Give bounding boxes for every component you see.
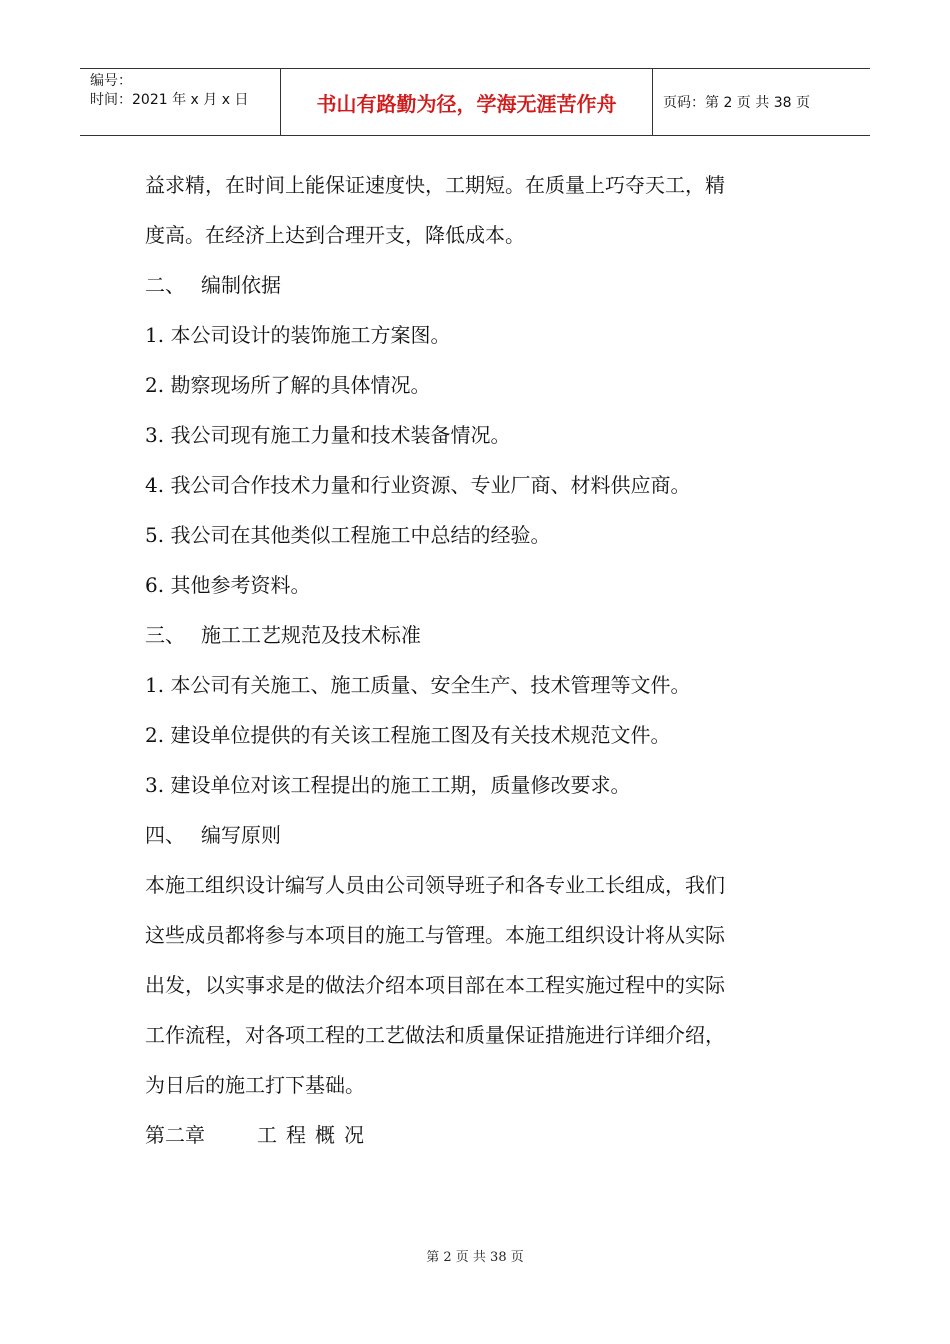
section-heading-3 [145, 610, 810, 660]
list-item: 2. 建设单位提供的有关该工程施工图及有关技术规范文件。 [145, 723, 671, 747]
paragraph-line: 益求精，在时间上能保证速度快，工期短。在质量上巧夺天工，精 [145, 173, 725, 197]
header-meta-cell [80, 69, 281, 135]
chapter-title: 工程概况 [257, 1123, 373, 1147]
chapter-number: 第二章 [145, 1123, 205, 1147]
list-item: 3. 我公司现有施工力量和技术装备情况。 [145, 423, 511, 447]
paragraph-line: 这些成员都将参与本项目的施工与管理。本施工组织设计将从实际 [145, 923, 725, 947]
section-title: 施工工艺规范及技术标准 [201, 623, 421, 647]
paragraph-line: 为日后的施工打下基础。 [145, 1073, 365, 1097]
header-number-label: 编号： [90, 73, 132, 89]
header-motto: 书山有路勤为径，学海无涯苦作舟 [281, 69, 653, 135]
page-footer: 第 2 页 共 38 页 [426, 1250, 524, 1265]
section-number: 四、 [145, 823, 185, 847]
list-item: 6. 其他参考资料。 [145, 573, 311, 597]
paragraph-line: 度高。在经济上达到合理开支，降低成本。 [145, 223, 525, 247]
section-heading-4 [145, 810, 810, 860]
list-item: 1. 本公司设计的装饰施工方案图。 [145, 323, 451, 347]
header-page-info: 页码：第 2 页 共 38 页 [663, 95, 810, 111]
list-item: 1. 本公司有关施工、施工质量、安全生产、技术管理等文件。 [145, 673, 691, 697]
section-number: 二、 [145, 273, 185, 297]
document-header [80, 68, 870, 136]
list-item: 5. 我公司在其他类似工程施工中总结的经验。 [145, 523, 551, 547]
section-number: 三、 [145, 623, 185, 647]
section-title: 编写原则 [201, 823, 281, 847]
section-heading-2 [145, 260, 810, 310]
list-item: 2. 勘察现场所了解的具体情况。 [145, 373, 431, 397]
document-body [145, 160, 810, 1160]
section-title: 编制依据 [201, 273, 281, 297]
header-time-label: 时间：2021 年 x 月 x 日 [90, 92, 249, 108]
list-item: 3. 建设单位对该工程提出的施工工期，质量修改要求。 [145, 773, 631, 797]
paragraph-line: 出发，以实事求是的做法介绍本项目部在本工程实施过程中的实际 [145, 973, 725, 997]
list-item: 4. 我公司合作技术力量和行业资源、专业厂商、材料供应商。 [145, 473, 691, 497]
chapter-heading [145, 1110, 810, 1160]
paragraph-line: 工作流程，对各项工程的工艺做法和质量保证措施进行详细介绍， [145, 1023, 725, 1047]
paragraph-line: 本施工组织设计编写人员由公司领导班子和各专业工长组成，我们 [145, 873, 725, 897]
